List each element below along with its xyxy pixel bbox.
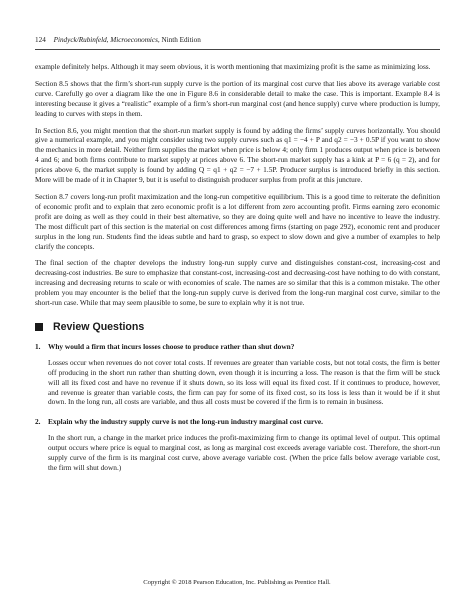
heading-text: Review Questions — [53, 320, 145, 333]
question-number: 1. — [35, 341, 41, 351]
paragraph-1: example definitely helps. Although it may seem obvious, it is worth mentioning that maximizing profit is the same as minimizing loss. — [35, 62, 431, 71]
answer-1: Losses occur when revenues do not cover total costs. If revenues are greater than variable costs, but not total costs, the firm is better off producing in the short run rather than shutting down, even though it is incurring a loss. The reason is that the firm will be stuck will all its fixed cost and have no revenue if it shuts down, so its loss will equal its fixed cost. If it continues to produce, however, and revenue is greater than variable costs, the firm can pay for some of its fixed cost, so its loss is less than it would be if it shut down. In the long run, all costs are variable, and thus all costs must be covered if the firm is to remain in business. — [48, 357, 440, 407]
question-number: 2. — [35, 417, 41, 427]
paragraph-2: Section 8.5 shows that the firm’s short-run supply curve is the portion of its marginal cost curve that lies above its average variable cost curve. Carefully go over a diagram like the one in Figure 8.6 in considerable detail to make the case. This is important. Example 8.4 is interesting because it gives a “realistic” example of a firm’s short-run marginal cost (and hence supply) curve where production is lumpy, leading to curves with steps in them. — [35, 78, 440, 118]
paragraph-5: The final section of the chapter develops the industry long-run supply curve and distinguishes constant-cost, increasing-cost and decreasing-cost industries. Be sure to emphasize that constant-cost, increasing-cost and decreasing-cost have nothing to do with constant, increasing and decreasing returns to scale or with economies of scale. The names are so similar that this is a common mistake. The other problem you may encounter is the belief that the long-run supply curve is derived from the long-run marginal cost curve, similar to the short-run case. While that may seem plausible to some, be sure to explain why it is not true. — [35, 258, 440, 308]
page-body — [35, 62, 440, 483]
question-text: Why would a firm that incurs losses choose to produce rather than shut down? — [48, 341, 295, 351]
running-header — [35, 36, 445, 45]
review-questions-heading — [35, 321, 440, 334]
header-rule — [35, 49, 440, 50]
question-1 — [35, 342, 440, 352]
paragraph-3: In Section 8.6, you might mention that the short-run market supply is found by adding the firms’ supply curves horizontally. You should give a numerical example, and you might consider using two supply curves such as q1 = −4 + P and q2 = −3 + 0.5P if you want to show the mechanics in more detail. Neither firm supplies the market when price is below 4; only firm 1 produces output when price is between 4 and 6; and both firms contribute to market supply at prices above 6. The short-run market supply has a kink at P = 6 (q = 2), and for prices above 6, the market supply is found by adding Q = q1 + q2 = −7 + 1.5P. Producer surplus is introduced briefly in this section. More will be made of it in Chapter 9, but it is useful to distinguish producer surplus from profit at this juncture. — [35, 125, 440, 185]
answer-2: In the short run, a change in the market price induces the profit-maximizing firm to change its optimal level of output. This optimal output occurs where price is equal to marginal cost, as long as marginal cost exceeds average variable cost. Therefore, the short-run supply curve of the firm is its marginal cost curve, above average variable cost. (When the price falls below average variable cost, the firm will shut down.) — [48, 433, 440, 472]
book-title: Pindyck/Rubinfeld, Microeconomics, — [53, 36, 160, 44]
paragraph-4: Section 8.7 covers long-run profit maximization and the long-run competitive equilibrium. This is a good time to reiterate the definition of economic profit and to explain that zero economic profit is a lot different from zero accounting profit. Firms earning zero economic profit are doing as well as they could in their best alternative, so they are doing quite well and have no incentive to leave the industry. The most difficult part of this section is the material on cost differences among firms (starting on page 292), economic rent and producer surplus in the long run. Students find the ideas subtle and hard to grasp, so expect to slow down and give a number of examples to help clarify the concepts. — [35, 191, 440, 251]
page-number: 124 — [35, 36, 46, 44]
question-2 — [35, 417, 440, 427]
question-text: Explain why the industry supply curve is not the long-run industry marginal cost curve. — [48, 417, 324, 427]
square-bullet-icon — [35, 323, 43, 331]
edition: Ninth Edition — [161, 36, 201, 44]
copyright-footer: Copyright © 2018 Pearson Education, Inc. Publishing as Prentice Hall. — [143, 579, 331, 586]
